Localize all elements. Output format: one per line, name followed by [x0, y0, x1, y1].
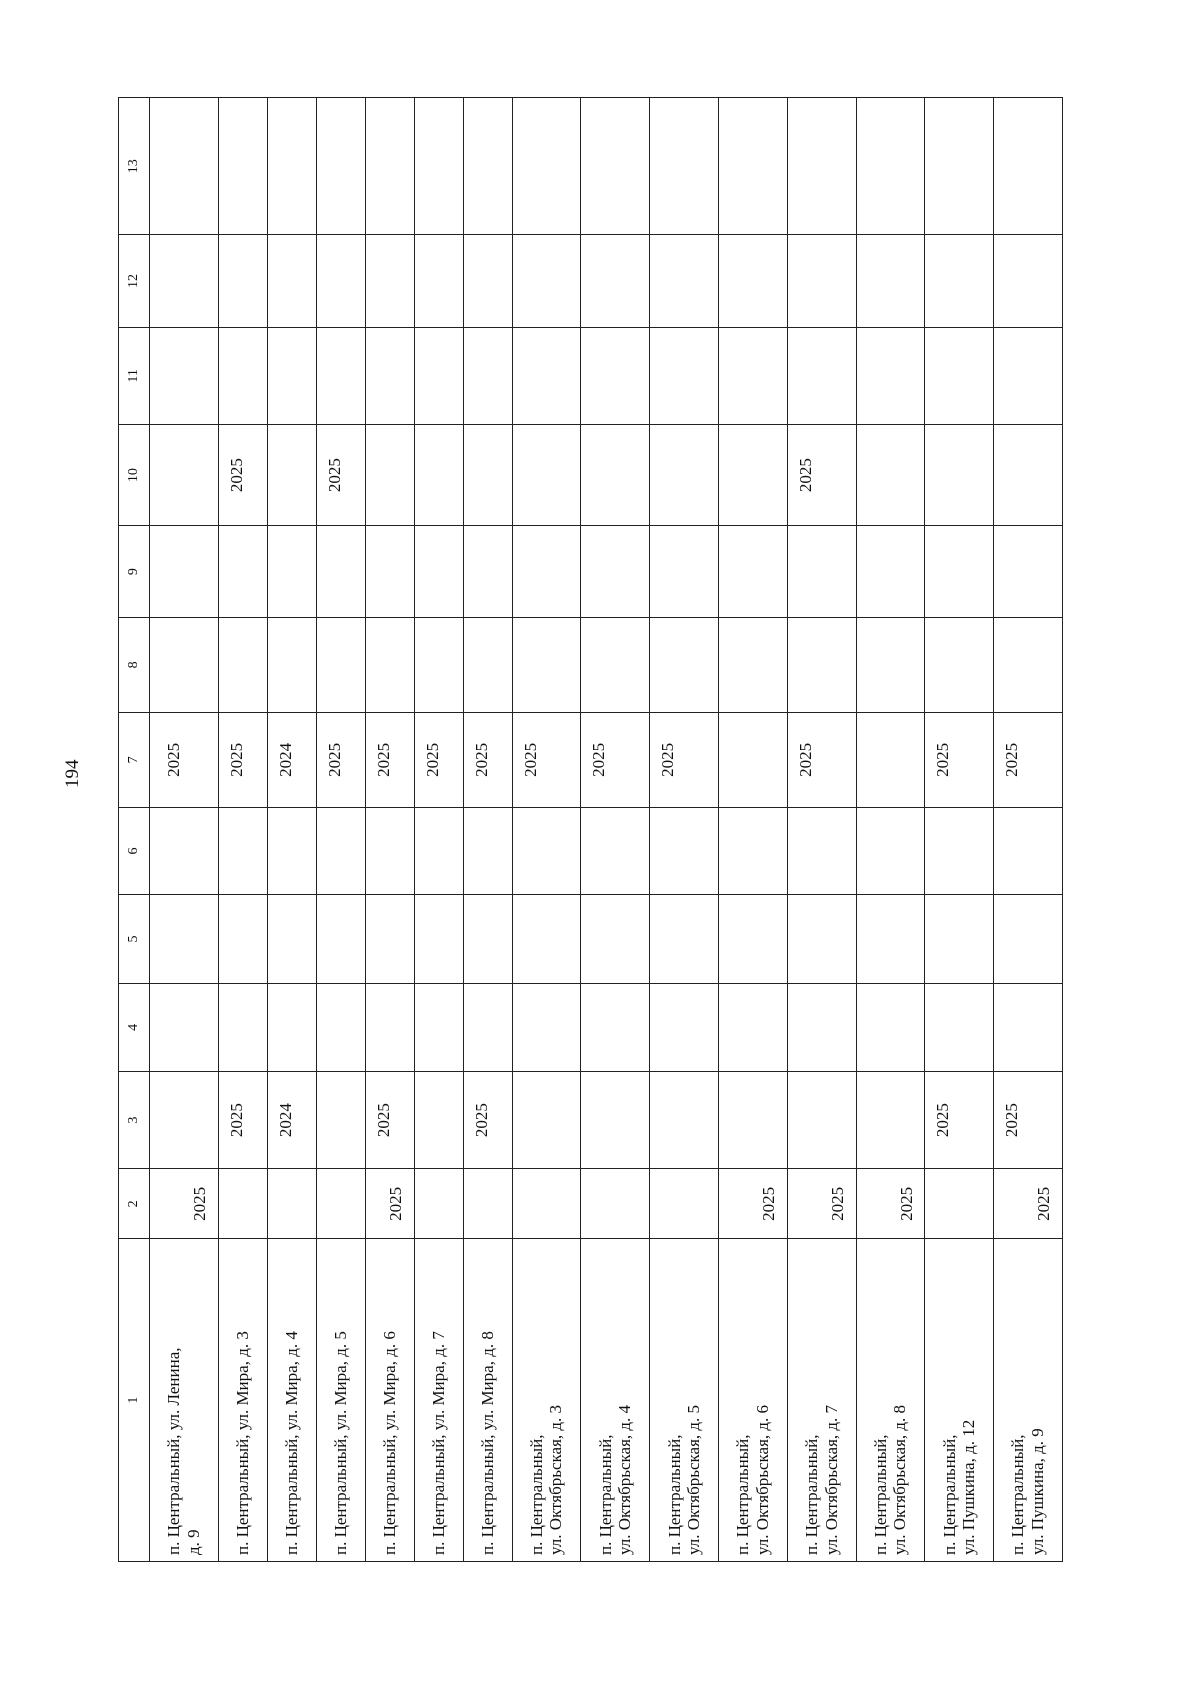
address-line: п. Центральный, [1008, 1434, 1028, 1555]
column-header: 5 [119, 894, 150, 983]
year-cell [414, 526, 463, 618]
year-cell [218, 526, 267, 618]
year-cell [365, 983, 414, 1071]
year-cell [925, 894, 994, 983]
year-cell [925, 98, 994, 235]
year-cell [414, 425, 463, 526]
year-cell [718, 618, 787, 712]
year-cell [650, 98, 719, 235]
column-header: 8 [119, 618, 150, 712]
address-line: п. Центральный, ул. Мира, д. 3 [232, 1331, 252, 1555]
year-cell [512, 327, 581, 425]
year-cell [718, 98, 787, 235]
year-cell [925, 1169, 994, 1239]
year-cell [787, 327, 856, 425]
year-cell [267, 983, 316, 1071]
table-row [994, 98, 1063, 1562]
year-cell [365, 808, 414, 895]
address-line: п. Центральный, ул. Мира, д. 8 [477, 1331, 497, 1555]
address-line: п. Центральный, [802, 1434, 822, 1555]
address-cell [856, 1239, 925, 1562]
year-cell: 2025 [787, 1169, 856, 1239]
year-cell: 2025 [925, 712, 994, 807]
year-cell [316, 98, 365, 235]
year-cell [718, 235, 787, 327]
year-cell [463, 1169, 512, 1239]
year-cell [365, 425, 414, 526]
address-cell [718, 1239, 787, 1562]
year-cell [316, 983, 365, 1071]
year-cell [218, 618, 267, 712]
address-cell [365, 1239, 414, 1562]
year-cell [218, 235, 267, 327]
year-cell [463, 983, 512, 1071]
year-cell: 2025 [994, 712, 1063, 807]
address-line: п. Центральный, [939, 1434, 959, 1555]
year-cell [581, 808, 650, 895]
year-cell [925, 327, 994, 425]
year-cell [218, 983, 267, 1071]
page-number: 194 [62, 759, 83, 788]
column-header: 11 [119, 327, 150, 425]
year-cell [512, 425, 581, 526]
year-cell [994, 894, 1063, 983]
data-table [118, 97, 1063, 1562]
year-cell [925, 618, 994, 712]
year-cell [650, 1169, 719, 1239]
table-row [650, 98, 719, 1562]
address-line: п. Центральный, [870, 1434, 890, 1555]
year-cell [267, 327, 316, 425]
year-cell [267, 235, 316, 327]
year-cell [925, 526, 994, 618]
table-row [718, 98, 787, 1562]
table-row [512, 98, 581, 1562]
address-line: п. Центральный, [664, 1434, 684, 1555]
year-cell: 2025 [994, 1071, 1063, 1169]
column-header: 13 [119, 98, 150, 235]
year-cell [581, 327, 650, 425]
year-cell: 2025 [463, 1071, 512, 1169]
address-line: п. Центральный, [595, 1434, 615, 1555]
year-cell: 2025 [994, 1169, 1063, 1239]
year-cell [994, 98, 1063, 235]
year-cell [463, 235, 512, 327]
year-cell [650, 526, 719, 618]
year-cell [150, 98, 219, 235]
address-line: ул. Октябрьская, д. 5 [684, 1404, 704, 1555]
year-cell [856, 808, 925, 895]
year-cell [581, 894, 650, 983]
year-cell: 2025 [365, 712, 414, 807]
year-cell [787, 1071, 856, 1169]
year-cell [365, 618, 414, 712]
year-cell [316, 526, 365, 618]
year-cell [581, 425, 650, 526]
year-cell: 2025 [218, 1071, 267, 1169]
year-cell [414, 235, 463, 327]
year-cell [316, 1071, 365, 1169]
year-cell [316, 894, 365, 983]
year-cell [150, 808, 219, 895]
table-row [856, 98, 925, 1562]
year-cell [650, 983, 719, 1071]
year-cell [994, 983, 1063, 1071]
year-cell: 2025 [650, 712, 719, 807]
year-cell [316, 1169, 365, 1239]
year-cell [414, 1169, 463, 1239]
column-header: 10 [119, 425, 150, 526]
year-cell [787, 808, 856, 895]
year-cell [650, 808, 719, 895]
year-cell [994, 235, 1063, 327]
year-cell [581, 618, 650, 712]
year-cell [512, 618, 581, 712]
year-cell: 2025 [218, 425, 267, 526]
column-header: 7 [119, 712, 150, 807]
year-cell [718, 712, 787, 807]
year-cell [218, 1169, 267, 1239]
address-cell [581, 1239, 650, 1562]
year-cell [581, 98, 650, 235]
year-cell [267, 618, 316, 712]
year-cell [267, 808, 316, 895]
year-cell [718, 983, 787, 1071]
year-cell [218, 894, 267, 983]
year-cell [581, 526, 650, 618]
year-cell [267, 894, 316, 983]
year-cell [463, 808, 512, 895]
year-cell [150, 526, 219, 618]
year-cell: 2025 [718, 1169, 787, 1239]
year-cell [414, 808, 463, 895]
year-cell [512, 983, 581, 1071]
year-cell: 2025 [787, 712, 856, 807]
year-cell [150, 894, 219, 983]
year-cell: 2025 [414, 712, 463, 807]
year-cell [787, 526, 856, 618]
year-cell [463, 327, 512, 425]
address-cell [994, 1239, 1063, 1562]
address-line: ул. Октябрьская, д. 8 [890, 1404, 910, 1555]
year-cell: 2025 [365, 1169, 414, 1239]
table-row [316, 98, 365, 1562]
year-cell [925, 425, 994, 526]
year-cell [365, 235, 414, 327]
year-cell [267, 425, 316, 526]
address-line: п. Центральный, ул. Мира, д. 4 [281, 1331, 301, 1555]
year-cell [650, 1071, 719, 1169]
year-cell [512, 235, 581, 327]
year-cell [856, 983, 925, 1071]
year-cell: 2025 [787, 425, 856, 526]
year-cell: 2025 [150, 712, 219, 807]
table-row [787, 98, 856, 1562]
year-cell [994, 327, 1063, 425]
year-cell [856, 894, 925, 983]
address-cell [650, 1239, 719, 1562]
table-row [218, 98, 267, 1562]
year-cell [463, 618, 512, 712]
column-header: 12 [119, 235, 150, 327]
address-line: п. Центральный, ул. Мира, д. 6 [379, 1331, 399, 1555]
year-cell [414, 618, 463, 712]
year-cell [650, 894, 719, 983]
year-cell [512, 894, 581, 983]
year-cell [650, 235, 719, 327]
address-line: ул. Пушкина, д. 9 [1028, 1428, 1048, 1555]
year-cell [925, 235, 994, 327]
year-cell [316, 327, 365, 425]
year-cell [218, 98, 267, 235]
table-row [414, 98, 463, 1562]
year-cell [581, 1071, 650, 1169]
year-cell [856, 425, 925, 526]
year-cell [787, 235, 856, 327]
year-cell [316, 808, 365, 895]
table-row [267, 98, 316, 1562]
year-cell [994, 808, 1063, 895]
year-cell [787, 894, 856, 983]
address-cell [512, 1239, 581, 1562]
year-cell [463, 526, 512, 618]
year-cell: 2024 [267, 1071, 316, 1169]
year-cell [718, 425, 787, 526]
rotated-table-container [118, 97, 1063, 1562]
year-cell [463, 894, 512, 983]
year-cell [856, 526, 925, 618]
year-cell [267, 98, 316, 235]
year-cell [414, 1071, 463, 1169]
year-cell [365, 526, 414, 618]
table-row [925, 98, 994, 1562]
year-cell [718, 327, 787, 425]
year-cell [650, 618, 719, 712]
year-cell [856, 235, 925, 327]
address-cell [267, 1239, 316, 1562]
year-cell [463, 425, 512, 526]
year-cell [650, 327, 719, 425]
year-cell [856, 98, 925, 235]
year-cell [512, 1169, 581, 1239]
column-header: 9 [119, 526, 150, 618]
year-cell [414, 894, 463, 983]
year-cell [925, 808, 994, 895]
year-cell [650, 425, 719, 526]
year-cell [512, 98, 581, 235]
column-header: 6 [119, 808, 150, 895]
year-cell [856, 1071, 925, 1169]
year-cell [414, 98, 463, 235]
address-cell [316, 1239, 365, 1562]
year-cell [581, 1169, 650, 1239]
year-cell: 2025 [581, 712, 650, 807]
address-cell [414, 1239, 463, 1562]
address-line: п. Центральный, ул. Ленина, [164, 1347, 184, 1555]
year-cell [365, 327, 414, 425]
address-cell [925, 1239, 994, 1562]
year-cell: 2025 [150, 1169, 219, 1239]
address-cell [150, 1239, 219, 1562]
year-cell [365, 98, 414, 235]
address-line: п. Центральный, ул. Мира, д. 7 [428, 1331, 448, 1555]
year-cell [267, 1169, 316, 1239]
year-cell [150, 618, 219, 712]
address-line: п. Центральный, ул. Мира, д. 5 [330, 1331, 350, 1555]
year-cell [856, 618, 925, 712]
year-cell [512, 526, 581, 618]
year-cell [787, 983, 856, 1071]
year-cell [856, 712, 925, 807]
year-cell [994, 526, 1063, 618]
year-cell [718, 526, 787, 618]
year-cell [150, 425, 219, 526]
year-cell [150, 235, 219, 327]
year-cell [925, 983, 994, 1071]
address-line: д. 9 [183, 1529, 203, 1555]
year-cell [218, 808, 267, 895]
address-line: п. Центральный, [733, 1434, 753, 1555]
year-cell [463, 98, 512, 235]
address-cell [463, 1239, 512, 1562]
year-cell [512, 808, 581, 895]
address-line: ул. Октябрьская, д. 3 [546, 1404, 566, 1555]
year-cell [718, 1071, 787, 1169]
year-cell [316, 235, 365, 327]
column-header: 3 [119, 1071, 150, 1169]
year-cell [267, 526, 316, 618]
year-cell [365, 894, 414, 983]
address-line: ул. Октябрьская, д. 6 [752, 1404, 772, 1555]
year-cell [581, 235, 650, 327]
header-row [119, 98, 150, 1562]
year-cell [150, 327, 219, 425]
address-line: ул. Пушкина, д. 12 [959, 1419, 979, 1555]
year-cell [414, 327, 463, 425]
table-row [150, 98, 219, 1562]
address-line: ул. Октябрьская, д. 7 [821, 1404, 841, 1555]
column-header: 2 [119, 1169, 150, 1239]
column-header: 4 [119, 983, 150, 1071]
year-cell: 2025 [316, 425, 365, 526]
year-cell: 2025 [925, 1071, 994, 1169]
table-row [581, 98, 650, 1562]
year-cell: 2025 [856, 1169, 925, 1239]
year-cell: 2025 [218, 712, 267, 807]
year-cell [150, 1071, 219, 1169]
column-header: 1 [119, 1239, 150, 1562]
year-cell [787, 98, 856, 235]
year-cell [150, 983, 219, 1071]
year-cell: 2025 [512, 712, 581, 807]
address-cell [787, 1239, 856, 1562]
table-row [365, 98, 414, 1562]
address-line: ул. Октябрьская, д. 4 [615, 1404, 635, 1555]
year-cell [994, 425, 1063, 526]
address-cell [218, 1239, 267, 1562]
year-cell: 2025 [463, 712, 512, 807]
address-line: п. Центральный, [526, 1434, 546, 1555]
year-cell [787, 618, 856, 712]
year-cell [218, 327, 267, 425]
year-cell [414, 983, 463, 1071]
table-row [463, 98, 512, 1562]
year-cell [856, 327, 925, 425]
year-cell [994, 618, 1063, 712]
year-cell: 2024 [267, 712, 316, 807]
year-cell [512, 1071, 581, 1169]
year-cell [316, 618, 365, 712]
year-cell [718, 894, 787, 983]
year-cell [718, 808, 787, 895]
year-cell: 2025 [365, 1071, 414, 1169]
year-cell: 2025 [316, 712, 365, 807]
year-cell [581, 983, 650, 1071]
